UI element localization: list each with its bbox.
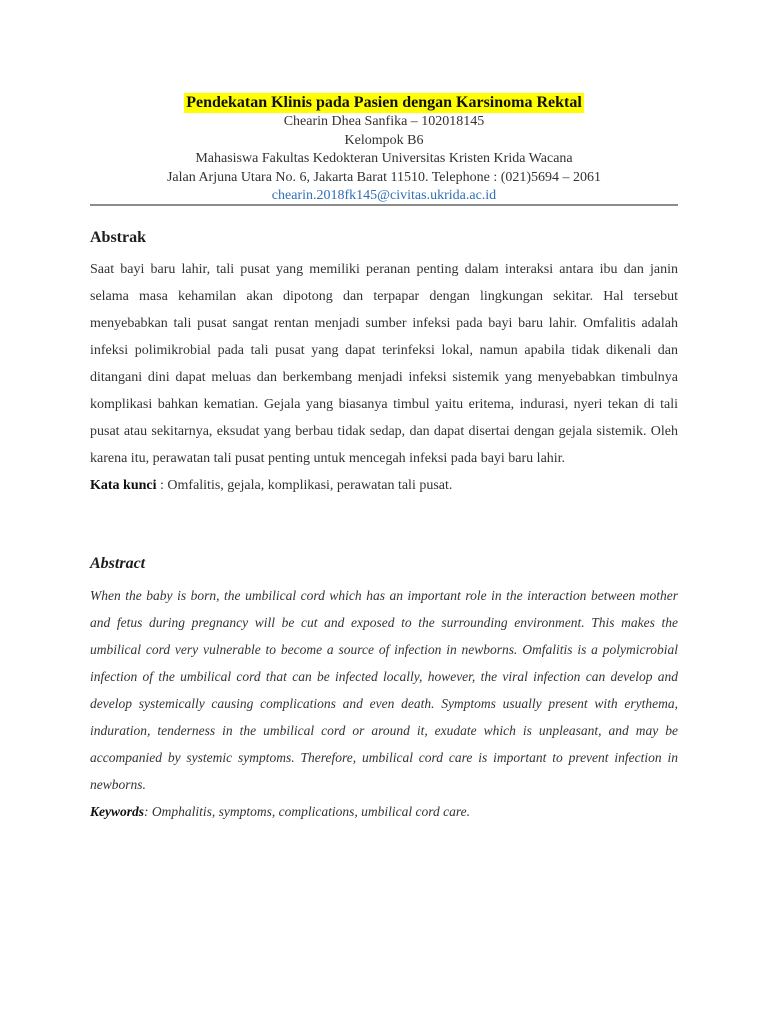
abstract-keywords-text: : Omphalitis, symptoms, complications, umbilical cord care. [144, 804, 470, 819]
abstrak-body: Saat bayi baru lahir, tali pusat yang memiliki peranan penting dalam interaksi antara ibu dan janin selama masa kehamilan akan dipotong dan terpapar dengan lingkungan sekitar. Hal tersebut menyebabkan tali pusat sangat rentan menjadi sumber infeksi pada bayi baru lahir. Omfalitis adalah infeksi polimikrobial pada tali pusat yang dapat terinfeksi lokal, namun apabila tidak dikenali dan ditangani dini dapat meluas dan berkembang menjadi infeksi sistemik yang menyebabkan timbulnya komplikasi bahkan kematian. Gejala yang biasanya timbul yaitu eritema, indurasi, nyeri tekan di tali pusat atau sekitarnya, eksudat yang berbau tidak sedap, dan dapat disertai dengan gejala sistemik. Oleh karena itu, perawatan tali pusat penting untuk mencegah infeksi pada bayi baru lahir. [90, 262, 678, 466]
abstrak-keywords [90, 472, 678, 499]
affiliation-line: Mahasiswa Fakultas Kedokteran Universitas Kristen Krida Wacana [195, 151, 573, 166]
email-link[interactable]: chearin.2018fk145@civitas.ukrida.ac.id [271, 188, 497, 203]
abstrak-keywords-label: Kata kunci [90, 478, 157, 493]
abstrak-keywords-text: : Omfalitis, gejala, komplikasi, perawatan tali pusat. [156, 478, 453, 493]
address-line: Jalan Arjuna Utara No. 6, Jakarta Barat 11510. Telephone : (021)5694 – 2061 [166, 169, 602, 185]
group-line: Kelompok B6 [344, 132, 424, 148]
abstrak-heading: Abstrak [90, 229, 147, 246]
abstract-keywords [90, 798, 678, 825]
author-line: Chearin Dhea Sanfika – 102018145 [283, 114, 485, 129]
abstract-body: When the baby is born, the umbilical cord which has an important role in the interaction between mother and fetus during pregnancy will be cut and exposed to the surrounding environment. This makes the umbilical cord very vulnerable to become a source of infection in newborns. Omfalitis is a polymicrobial infection of the umbilical cord that can be infected locally, however, the viral infection can develop and develop systemically causing complications and even death. Symptoms usually present with erythema, induration, tenderness in the umbilical cord or around it, exudate which is unpleasant, and may be accompanied by systemic symptoms. Therefore, umbilical cord care is important to prevent infection in newborns. [90, 588, 678, 792]
abstract-keywords-label: Keywords [90, 804, 144, 819]
header-divider [90, 204, 678, 206]
abstract-section [90, 554, 678, 825]
abstrak-section [90, 228, 678, 499]
paper-title: Pendekatan Klinis pada Pasien dengan Karsinoma Rektal [186, 94, 582, 111]
abstract-heading: Abstract [90, 555, 146, 572]
paper-header [90, 93, 678, 206]
